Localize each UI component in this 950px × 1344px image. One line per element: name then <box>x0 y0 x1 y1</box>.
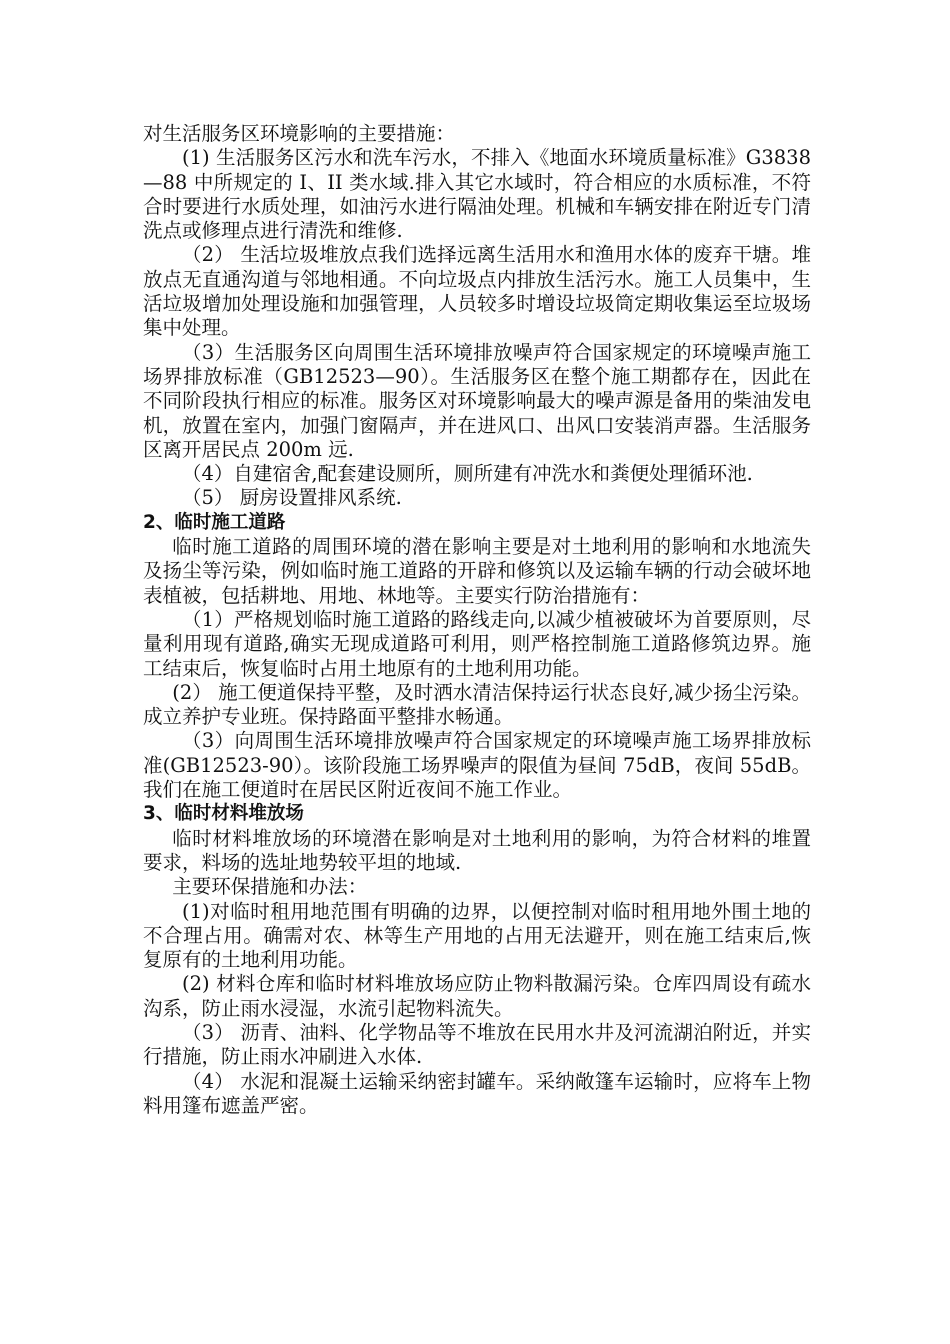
section2-heading: 2、临时施工道路 <box>143 511 286 533</box>
section3-item-1: (1)对临时租用地范围有明确的边界，以便控制对临时租用地外围土地的不合理占用。确需对农、林等生产用地的占用无法避开，则在施工结束后,恢复原有的土地利用功能。 <box>143 899 811 972</box>
section1-item-3: （3）生活服务区向周围生活环境排放噪声符合国家规定的环境噪声施工场界排放标准（GB12523—90）。生活服务区在整个施工期都存在，因此在不同阶段执行相应的标准。服务区对环境影响最大的噪声源是备用的柴油发电机，放置在室内，加强门窗隔声，并在进风口、出风口安装消声器。生活服务区离开居民点 200m 远. <box>143 340 811 461</box>
document-page <box>143 122 811 1118</box>
section3-item-4: （4） 水泥和混凝土运输采纳密封罐车。采纳敞篷车运输时，应将车上物料用篷布遮盖严密。 <box>143 1069 811 1117</box>
section2-intro: 临时施工道路的周围环境的潜在影响主要是对土地利用的影响和水地流失及扬尘等污染，例如临时施工道路的开辟和修筑以及运输车辆的行动会破坏地表植被，包括耕地、用地、林地等。主要实行防治措施有： <box>143 535 811 607</box>
section1-item-4: （4）自建宿舍,配套建设厕所，厕所建有冲洗水和粪便处理循环池. <box>182 462 753 486</box>
section1-item-5: （5） 厨房设置排风系统. <box>182 486 402 510</box>
section3-item-2: (2) 材料仓库和临时材料堆放场应防止物料散漏污染。仓库四周设有疏水沟系，防止雨水浸湿，水流引起物料流失。 <box>143 972 811 1020</box>
section2-item-2: (2） 施工便道保持平整，及时洒水清洁保持运行状态良好,减少扬尘污染。成立养护专业班。保持路面平整排水畅通。 <box>143 680 811 729</box>
section1-item-2: （2） 生活垃圾堆放点我们选择远离生活用水和渔用水体的废弃干塘。堆放点无直通沟道与邻地相通。不向垃圾点内排放生活污水。施工人员集中，生活垃圾增加处理设施和加强管理，人员较多时增设垃圾筒定期收集运至垃圾场集中处理。 <box>143 243 811 340</box>
intro-paragraph: 对生活服务区环境影响的主要措施： <box>143 122 456 145</box>
section1-item-1: (1) 生活服务区污水和洗车污水，不排入《地面水环境质量标准》G3838—88 中所规定的 I、II 类水域.排入其它水域时，符合相应的水质标准，不符合时要进行水质处理，如油污水进行隔油处理。机械和车辆安排在附近专门清洗点或修理点进行清洗和维修. <box>143 146 811 243</box>
section2-item-3: （3）向周围生活环境排放噪声符合国家规定的环境噪声施工场界排放标准(GB12523-90）。该阶段施工场界噪声的限值为昼间 75dB，夜间 55dB。我们在施工便道时在居民区附近夜间不施工作业。 <box>143 729 811 802</box>
section3-heading: 3、临时材料堆放场 <box>143 803 304 825</box>
section3-intro: 临时材料堆放场的环境潜在影响是对土地利用的影响，为符合材料的堆置要求，料场的选址地势较平坦的地域. <box>143 826 811 874</box>
section3-item-3: （3） 沥青、油料、化学物品等不堆放在民用水井及河流湖泊附近，并实行措施，防止雨水冲刷进入水体. <box>143 1020 811 1069</box>
section2-item-1: （1）严格规划临时施工道路的路线走向,以减少植被破坏为首要原则，尽量利用现有道路,确实无现成道路可利用，则严格控制施工道路修筑边界。施工结束后，恢复临时占用土地原有的土地利用功能。 <box>143 607 811 680</box>
section3-subheading: 主要环保措施和办法： <box>172 875 368 899</box>
